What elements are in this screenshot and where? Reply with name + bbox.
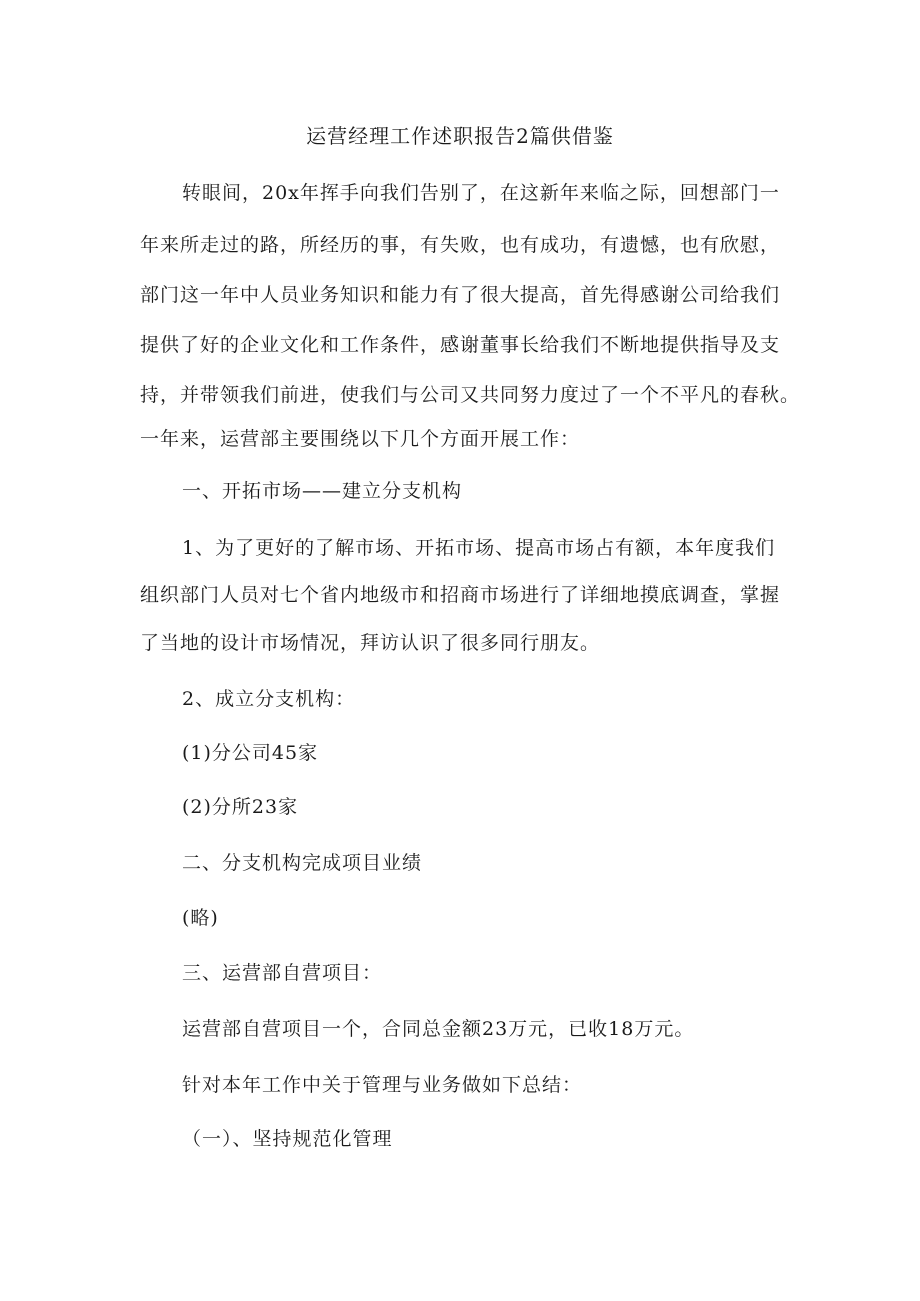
- paragraph-line: 年来所走过的路，所经历的事，有失败，也有成功，有遗憾，也有欣慰，: [140, 234, 781, 256]
- section-heading: 三、运营部自营项目：: [182, 962, 383, 984]
- document-title: 运营经理工作述职报告2篇供借鉴: [306, 124, 614, 148]
- list-item: (2)分所23家: [182, 796, 299, 818]
- paragraph-line: 部门这一年中人员业务知识和能力有了很大提高，首先得感谢公司给我们: [140, 284, 781, 306]
- list-item: 2、成立分支机构：: [182, 688, 356, 710]
- paragraph-line: 组织部门人员对七个省内地级市和招商市场进行了详细地摸底调查，掌握: [140, 584, 781, 606]
- paragraph-line: (略): [182, 907, 219, 929]
- section-heading: 二、分支机构完成项目业绩: [182, 852, 423, 874]
- paragraph-line: 提供了好的企业文化和工作条件，感谢董事长给我们不断地提供指导及支: [140, 334, 781, 356]
- list-item: (1)分公司45家: [182, 742, 319, 764]
- paragraph-line: 了当地的设计市场情况，拜访认识了很多同行朋友。: [140, 632, 601, 654]
- paragraph-line: 持，并带领我们前进，使我们与公司又共同努力度过了一个不平凡的春秋。: [140, 384, 801, 406]
- paragraph-line: 一年来，运营部主要围绕以下几个方面开展工作：: [140, 428, 581, 450]
- paragraph-line: 转眼间，20x年挥手向我们告别了，在这新年来临之际，回想部门一: [182, 182, 780, 204]
- section-heading: 一、开拓市场——建立分支机构: [182, 480, 463, 502]
- section-heading: （一）、坚持规范化管理: [182, 1128, 393, 1150]
- paragraph-line: 运营部自营项目一个，合同总金额23万元，已收18万元。: [182, 1018, 695, 1040]
- paragraph-line: 1、为了更好的了解市场、开拓市场、提高市场占有额，本年度我们: [182, 537, 776, 559]
- paragraph-line: 针对本年工作中关于管理与业务做如下总结：: [182, 1074, 583, 1096]
